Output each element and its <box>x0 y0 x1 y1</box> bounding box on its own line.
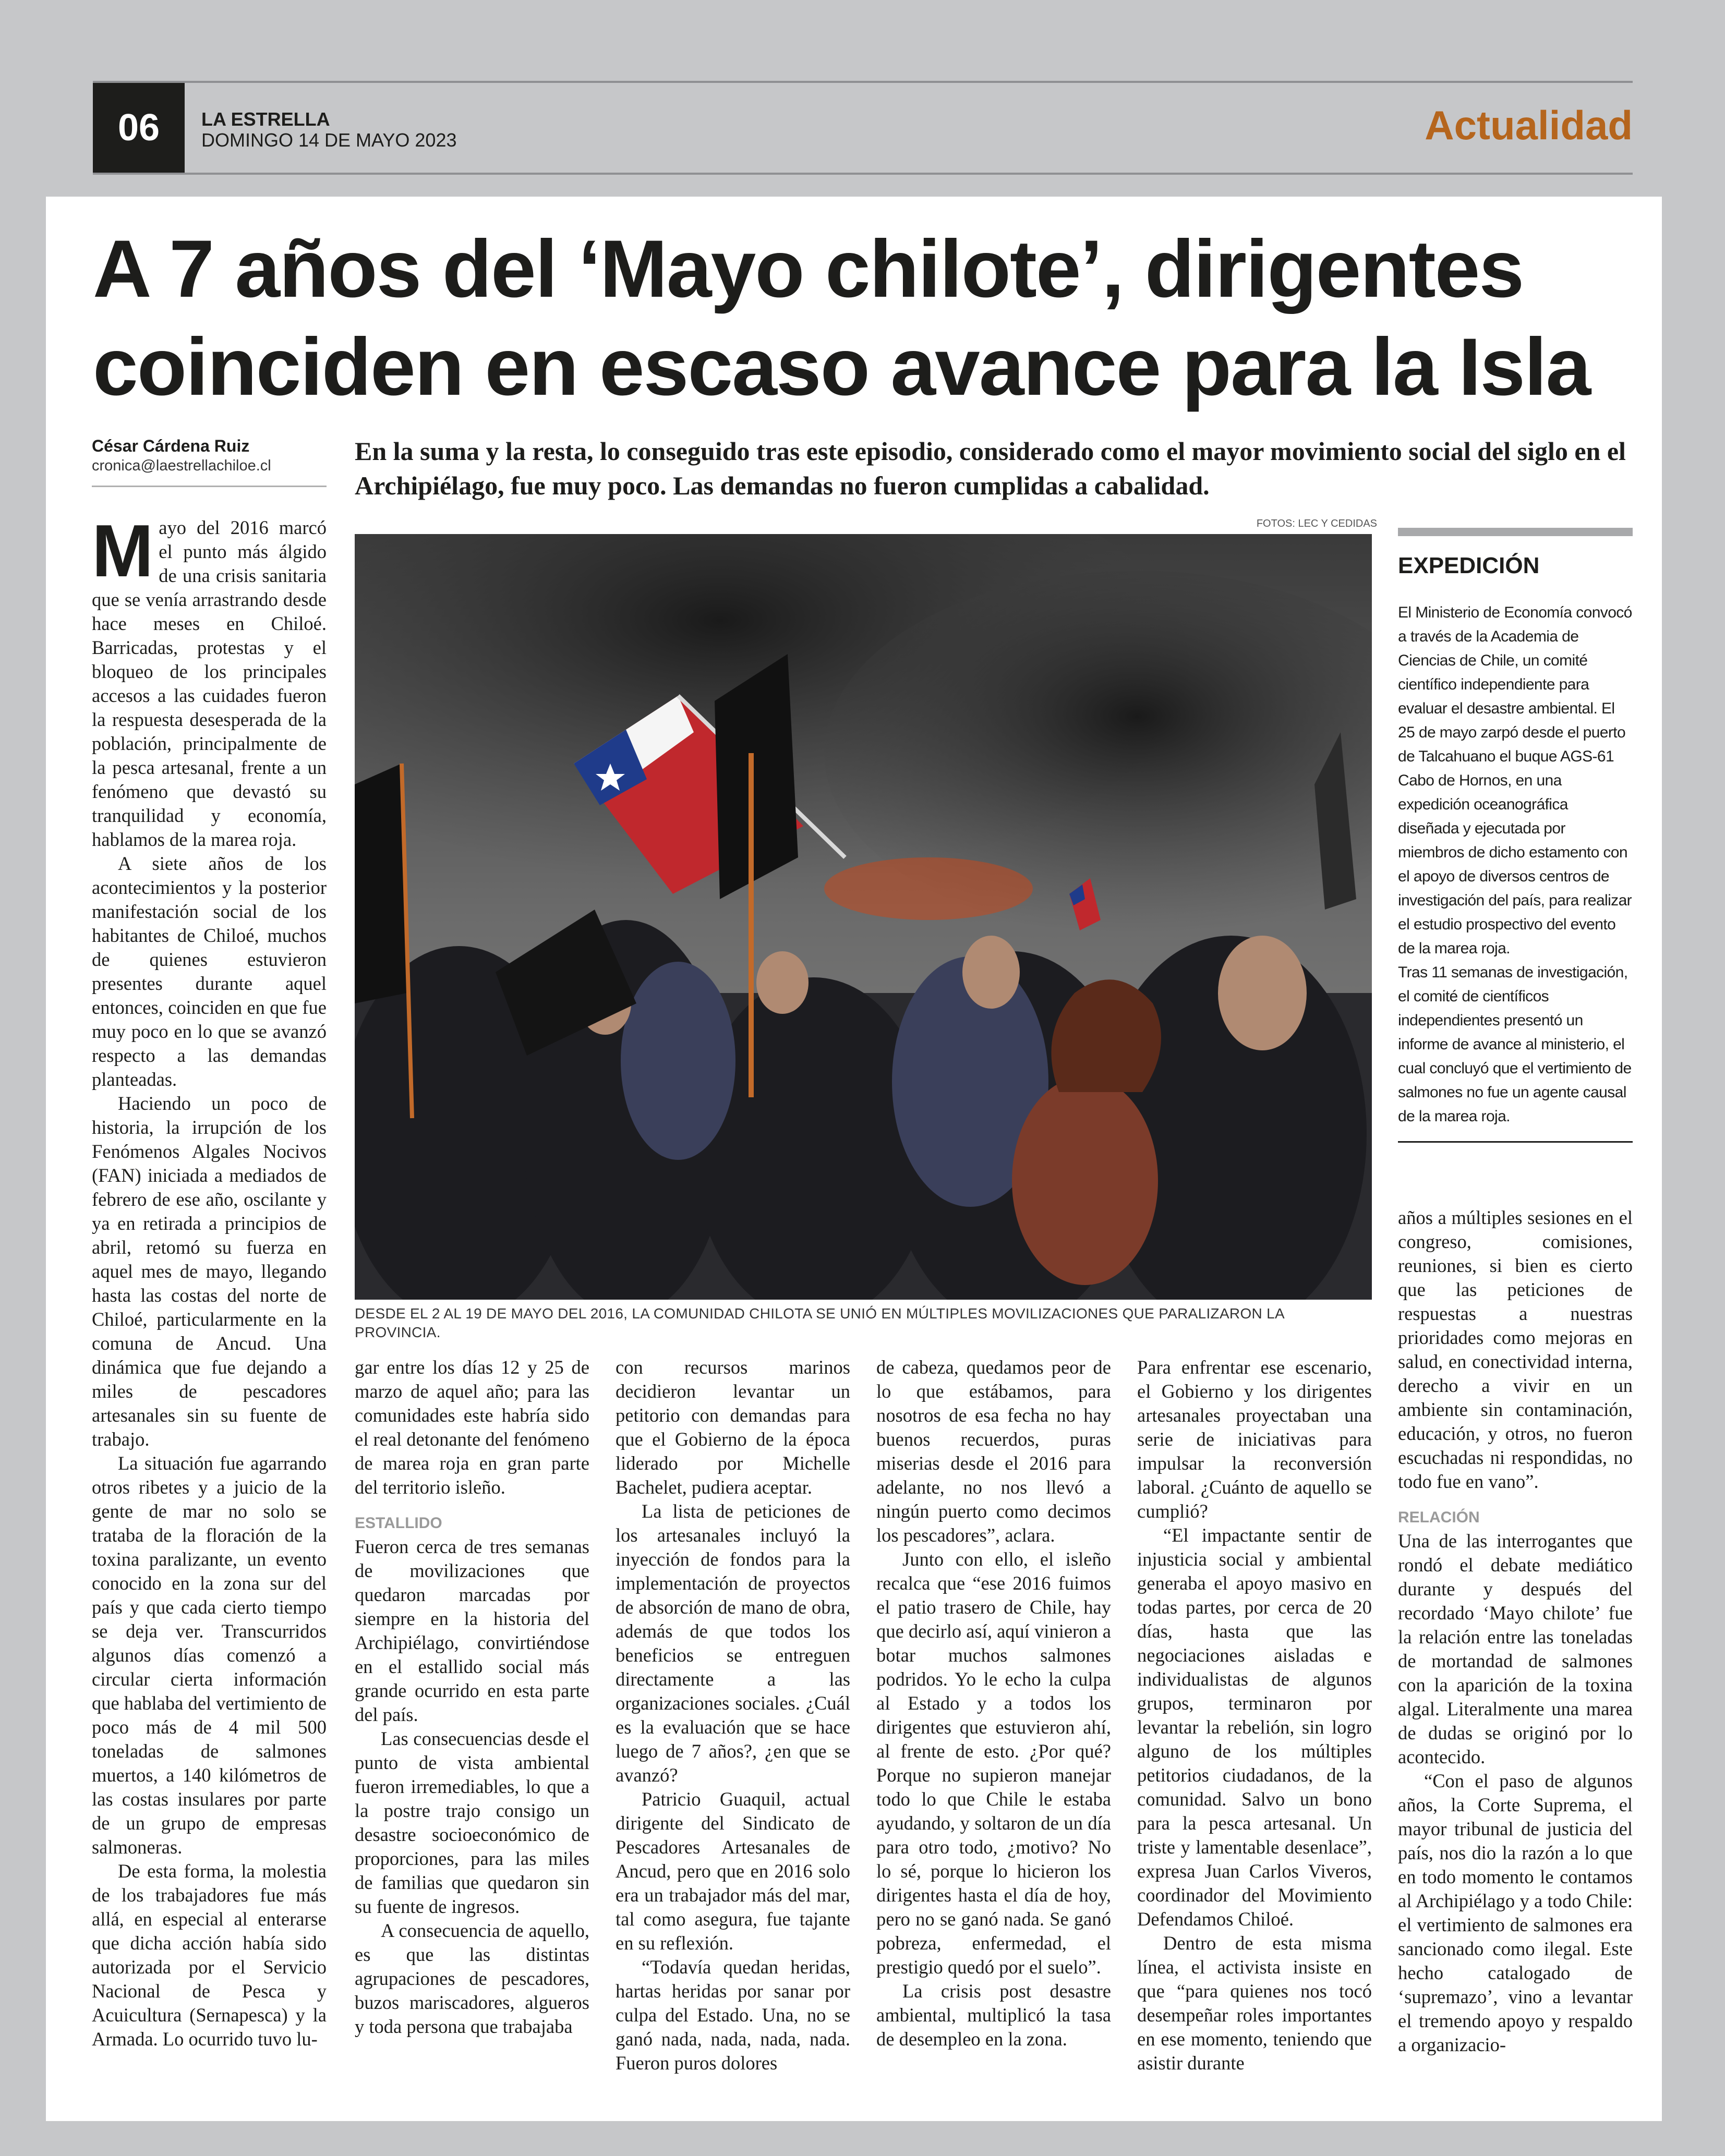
author-name: César Cárdena Ruiz <box>92 437 250 455</box>
article-paragraph: La situación fue agarrando otros ribetes y a juicio de la gente de mar no solo se trataba de la floración de la toxina paralizante, un evento conocido en la zona sur del país y que cada cierto tiempo se deja ver. Transcurridos algunos días comenzó a circular cierta información que hablaba del vertimiento de poco más de 4 mil 500 toneladas de salmones muertos, a 140 kilómetros de las costas insulares por parte de un grupo de empresas salmoneras. <box>92 1452 327 1858</box>
protest-photo-illustration <box>355 534 1372 1300</box>
subhead-relacion: RELACIÓN <box>1398 1509 1480 1526</box>
article-paragraph: Para enfrentar ese escenario, el Gobierno y los dirigentes artesanales proyectaban una serie de iniciativas para impulsar la reconversión laboral. ¿Cuánto de aquello se cumplió? <box>1137 1356 1372 1522</box>
photo-caption: DESDE EL 2 AL 19 DE MAYO DEL 2016, LA COMUNIDAD CHILOTA SE UNIÓ EN MÚLTIPLES MOVILIZACIONES QUE PARALIZARON LA PROVINCIA. <box>355 1305 1284 1340</box>
drop-cap: M <box>92 516 154 592</box>
protest-photo <box>355 534 1372 1300</box>
byline <box>92 435 327 487</box>
section-label: Actualidad <box>1425 102 1633 148</box>
article-paragraph: Haciendo un poco de historia, la irrupción de los Fenómenos Algales Nocivos (FAN) iniciada a mediados de febrero de ese año, oscilante y ya en retirada a principios de abril, retomó su fuerza en aquel mes de mayo, llegando hasta las costas del norte de Chiloé, particularmente en la comuna de Ancud. Una dinámica que fue dejando a miles de pescadores artesanales sin su fuente de trabajo. <box>92 1093 327 1450</box>
sidebar-box <box>1398 528 1633 1143</box>
article-paragraph <box>92 516 327 852</box>
article-paragraph: La lista de peticiones de los artesanales incluyó la inyección de fondos para la implementación de proyectos de absorción de mano de obra, además de que todos los beneficios se entreguen directamente a las organizaciones sociales. ¿Cuál es la evaluación que se hace luego de 7 años?, ¿en que se avanzó? <box>616 1500 850 1786</box>
article-paragraph: gar entre los días 12 y 25 de marzo de aquel año; para las comunidades este habría sido el real detonante del fenómeno de marea roja en gran parte del territorio isleño. <box>355 1356 589 1498</box>
article-paragraph: Una de las interrogantes que rondó el debate mediático durante y después del recordado ‘Mayo chilote’ fue la relación entre las toneladas de mortandad de salmones con la aparición de la toxina algal. Literalmente una marea de dudas se originó por lo acontecido. <box>1398 1530 1633 1767</box>
article-paragraph: “El impactante sentir de injusticia social y ambiental generaba el apoyo masivo en todas partes, por cerca de 20 días, hasta que las negociaciones aisladas e individualistas de algunos grupos, terminaron por levantar la rebelión, sin logro alguno de los múltiples petitorios ciudadanos, de la comunidad. Salvo un bono para la pesca artesanal. Un triste y lamentable desenlace”, expresa Juan Carlos Viveros, coordinador del Movimiento Defendamos Chiloé. <box>1137 1524 1372 1930</box>
sidebar-title: EXPEDICIÓN <box>1398 553 1540 578</box>
article-column-6 <box>1398 1206 1633 2087</box>
article-paragraph: “Con el paso de algunos años, la Corte Suprema, el mayor tribunal de justicia del país, nos dio la razón a lo que en todo momento le contamos al Archipiélago y a todo Chile: el vertimiento de salmones era sancionado como ilegal. Este hecho catalogado de ‘supremazo’, vino a levantar el tremendo apoyo y respaldo a organizacio- <box>1398 1770 1633 2055</box>
paragraph-text: ayo del 2016 marcó el punto más álgido de una crisis sanitaria que se venía arrastrando desde hace meses en Chiloé. Barricadas, protestas y el bloqueo de los principales accesos a las cuidades fueron la respuesta desesperada de la población, principalmente de la pesca artesanal, frente a un fenómeno que devastó su tranquilidad y economía, hablamos de la marea roja. <box>92 517 327 850</box>
article-column-1 <box>92 516 327 2080</box>
article-paragraph: Dentro de esta misma línea, el activista insiste en que “para quienes nos tocó desempeñar roles importantes en ese momento, teniendo que asistir durante <box>1137 1932 1372 2074</box>
sidebar-paragraph: El Ministerio de Economía convocó a través de la Academia de Ciencias de Chile, un comité científico independiente para evaluar el desastre ambiental. El 25 de mayo zarpó desde el puerto de Talcahuano el buque AGS-61 Cabo de Hornos, en una expedición oceanográfica diseñada y ejecutada por miembros de dicho estamento con el apoyo de diversos centros de investigación del país, para realizar el estudio prospectivo del evento de la marea roja. <box>1398 604 1632 957</box>
article-sheet <box>46 197 1662 2121</box>
publication-date: DOMINGO 14 DE MAYO 2023 <box>201 129 457 151</box>
deck: En la suma y la resta, lo conseguido tras este episodio, considerado como el mayor movimiento social del siglo en el Archipiélago, fue muy poco. Las demandas no fueron cumplidas a cabalidad. <box>355 437 1626 500</box>
article-paragraph: de cabeza, quedamos peor de lo que estábamos, para nosotros de esa fecha no hay buenos recuerdos, puras miserias desde el 2016 para adelante, no nos llevó a ningún puerto como decimos los pescadores”, aclara. <box>876 1356 1111 1546</box>
article-paragraph: con recursos marinos decidieron levantar un petitorio con demandas para que el Gobierno de la época liderado por Michelle Bachelet, pudiera aceptar. <box>616 1356 850 1498</box>
article-column-2 <box>355 1355 589 2086</box>
sidebar-paragraph: Tras 11 semanas de investigación, el comité de científicos independientes presentó un informe de avance al ministerio, el cual concluyó que el vertimiento de salmones no fue un agente causal de la marea roja. <box>1398 964 1632 1125</box>
article-paragraph: Las consecuencias desde el punto de vista ambiental fueron irremediables, lo que a la postre trajo consigo un desastre socioeconómico de proporciones, para las miles de familias que quedaron sin su fuente de ingresos. <box>355 1728 589 1917</box>
article-paragraph: La crisis post desastre ambiental, multiplicó la tasa de desempleo en la zona. <box>876 1980 1111 2050</box>
article-column-5 <box>1137 1355 1372 2086</box>
subhead-estallido: ESTALLIDO <box>355 1515 442 1532</box>
article-paragraph: años a múltiples sesiones en el congreso, comisiones, reuniones, si bien es cierto que las peticiones de respuestas a nuestras prioridades como mejoras en salud, en conectividad interna, derecho a vivir en un ambiente sin contaminación, educación, y otros, no fueron escuchadas ni respondidas, no todo fue en vano”. <box>1398 1207 1633 1492</box>
article-paragraph: A siete años de los acontecimientos y la posterior manifestación social de los habitantes de Chiloé, muchos de quienes estuvieron presentes durante aquel entonces, coinciden en que fue muy poco en lo que se avanzó respecto a las demandas planteadas. <box>92 853 327 1090</box>
page-number: 06 <box>93 83 185 173</box>
article-paragraph: Junto con ello, el isleño recalca que “ese 2016 fuimos el patio trasero de Chile, hay que decirlo así, aquí vinieron a botar muchos salmones podridos. Yo le echo la culpa al Estado y a todos los dirigentes que estuvieron ahí, al frente de esto. ¿Por qué? Porque no supieron manejar todo lo que Chile le estaba ayudando, y soltaron de un día para otro todo, ¿motivo? No lo sé, porque lo hicieron los dirigentes hasta el día de hoy, pero no se ganó nada. Se ganó pobreza, enfermedad, el prestigio quedó por el suelo”. <box>876 1548 1111 1978</box>
headline: A 7 años del ‘Mayo chilote’, dirigentes coinciden en escaso avance para la Isla <box>93 224 1590 413</box>
article-paragraph: Patricio Guaquil, actual dirigente del Sindicato de Pescadores Artesanales de Ancud, pero que en 2016 solo era un trabajador más del mar, tal como asegura, fue tajante en su reflexión. <box>616 1788 850 1954</box>
article-column-3 <box>616 1355 850 2086</box>
article-paragraph: “Todavía quedan heridas, hartas heridas por sanar por culpa del Estado. Una, no se ganó nada, nada, nada, nada. Fueron puros dolores <box>616 1956 850 2074</box>
publication-info <box>201 109 456 151</box>
article-paragraph: A consecuencia de aquello, es que las distintas agrupaciones de pescadores, buzos mariscadores, algueros y toda persona que trabajaba <box>355 1920 589 2037</box>
publication-name: LA ESTRELLA <box>201 108 330 130</box>
article-paragraph: Fueron cerca de tres semanas de movilizaciones que quedaron marcadas por siempre en la historia del Archipiélago, convirtiéndose en el estallido social más grande ocurrido en esta parte del país. <box>355 1536 589 1725</box>
author-email: cronica@laestrellachiloe.cl <box>92 457 271 474</box>
article-paragraph: De esta forma, la molestia de los trabajadores fue más allá, en especial al enterarse que dicha acción había sido autorizada por el Servicio Nacional de Pesca y Acuicultura (Sernapesca) y la Armada. Lo ocurrido tuvo lu- <box>92 1860 327 2050</box>
article-column-4 <box>876 1355 1111 2086</box>
sidebar-body <box>1398 601 1633 1143</box>
photo-credit: FOTOS: LEC Y CEDIDAS <box>1256 518 1377 529</box>
page-header <box>93 81 1633 175</box>
